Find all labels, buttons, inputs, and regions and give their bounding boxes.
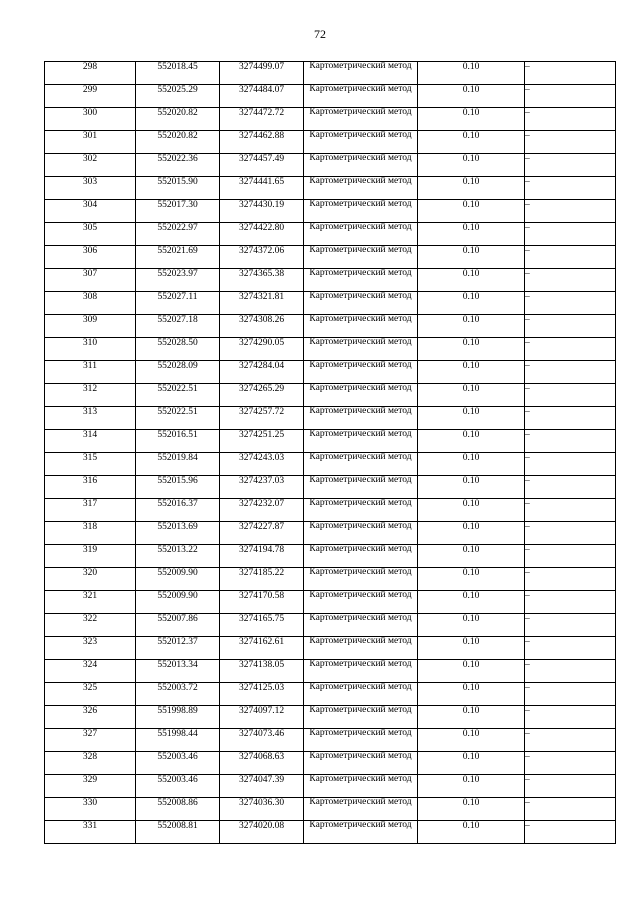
- description-cell: –: [525, 338, 616, 361]
- point-number-cell: 321: [45, 591, 136, 614]
- precision-cell: 0.10: [418, 361, 525, 384]
- precision-cell: 0.10: [418, 706, 525, 729]
- precision-cell: 0.10: [418, 62, 525, 85]
- method-cell: Картометрический метод: [304, 246, 418, 269]
- x-coordinate-cell: 552021.69: [136, 246, 220, 269]
- table-row: [45, 315, 616, 338]
- point-number-cell: 320: [45, 568, 136, 591]
- point-number-cell: 302: [45, 154, 136, 177]
- y-coordinate-cell: 3274068.63: [220, 752, 304, 775]
- table-row: [45, 568, 616, 591]
- x-coordinate-cell: 552022.36: [136, 154, 220, 177]
- precision-cell: 0.10: [418, 637, 525, 660]
- table-row: [45, 131, 616, 154]
- precision-cell: 0.10: [418, 821, 525, 844]
- x-coordinate-cell: 551998.89: [136, 706, 220, 729]
- precision-cell: 0.10: [418, 729, 525, 752]
- description-cell: –: [525, 200, 616, 223]
- x-coordinate-cell: 552015.96: [136, 476, 220, 499]
- x-coordinate-cell: 552027.18: [136, 315, 220, 338]
- precision-cell: 0.10: [418, 614, 525, 637]
- table-row: [45, 85, 616, 108]
- table-row: [45, 246, 616, 269]
- table-row: [45, 798, 616, 821]
- description-cell: –: [525, 476, 616, 499]
- method-cell: Картометрический метод: [304, 453, 418, 476]
- table-row: [45, 775, 616, 798]
- table-row: [45, 361, 616, 384]
- point-number-cell: 303: [45, 177, 136, 200]
- description-cell: –: [525, 223, 616, 246]
- method-cell: Картометрический метод: [304, 821, 418, 844]
- description-cell: –: [525, 315, 616, 338]
- y-coordinate-cell: 3274290.05: [220, 338, 304, 361]
- x-coordinate-cell: 552008.86: [136, 798, 220, 821]
- description-cell: –: [525, 131, 616, 154]
- method-cell: Картометрический метод: [304, 200, 418, 223]
- y-coordinate-cell: 3274227.87: [220, 522, 304, 545]
- description-cell: –: [525, 361, 616, 384]
- y-coordinate-cell: 3274047.39: [220, 775, 304, 798]
- description-cell: –: [525, 154, 616, 177]
- precision-cell: 0.10: [418, 591, 525, 614]
- x-coordinate-cell: 552020.82: [136, 131, 220, 154]
- precision-cell: 0.10: [418, 798, 525, 821]
- y-coordinate-cell: 3274484.07: [220, 85, 304, 108]
- x-coordinate-cell: 552013.34: [136, 660, 220, 683]
- description-cell: –: [525, 660, 616, 683]
- point-number-cell: 298: [45, 62, 136, 85]
- point-number-cell: 328: [45, 752, 136, 775]
- y-coordinate-cell: 3274125.03: [220, 683, 304, 706]
- x-coordinate-cell: 552017.30: [136, 200, 220, 223]
- method-cell: Картометрический метод: [304, 568, 418, 591]
- table-row: [45, 269, 616, 292]
- precision-cell: 0.10: [418, 85, 525, 108]
- y-coordinate-cell: 3274138.05: [220, 660, 304, 683]
- method-cell: Картометрический метод: [304, 798, 418, 821]
- method-cell: Картометрический метод: [304, 361, 418, 384]
- description-cell: –: [525, 775, 616, 798]
- description-cell: –: [525, 269, 616, 292]
- precision-cell: 0.10: [418, 568, 525, 591]
- method-cell: Картометрический метод: [304, 775, 418, 798]
- description-cell: –: [525, 545, 616, 568]
- table-row: [45, 430, 616, 453]
- table-row: [45, 223, 616, 246]
- point-number-cell: 307: [45, 269, 136, 292]
- description-cell: –: [525, 568, 616, 591]
- description-cell: –: [525, 522, 616, 545]
- x-coordinate-cell: 552022.51: [136, 384, 220, 407]
- page-number: 72: [314, 27, 326, 41]
- precision-cell: 0.10: [418, 752, 525, 775]
- point-number-cell: 325: [45, 683, 136, 706]
- y-coordinate-cell: 3274284.04: [220, 361, 304, 384]
- point-number-cell: 299: [45, 85, 136, 108]
- description-cell: –: [525, 292, 616, 315]
- description-cell: –: [525, 62, 616, 85]
- description-cell: –: [525, 407, 616, 430]
- table-row: [45, 62, 616, 85]
- x-coordinate-cell: 552016.51: [136, 430, 220, 453]
- x-coordinate-cell: 552025.29: [136, 85, 220, 108]
- point-number-cell: 322: [45, 614, 136, 637]
- table-row: [45, 338, 616, 361]
- table-row: [45, 591, 616, 614]
- point-number-cell: 308: [45, 292, 136, 315]
- method-cell: Картометрический метод: [304, 131, 418, 154]
- x-coordinate-cell: 552020.82: [136, 108, 220, 131]
- method-cell: Картометрический метод: [304, 177, 418, 200]
- x-coordinate-cell: 552003.46: [136, 752, 220, 775]
- y-coordinate-cell: 3274499.07: [220, 62, 304, 85]
- description-cell: –: [525, 706, 616, 729]
- method-cell: Картометрический метод: [304, 752, 418, 775]
- x-coordinate-cell: 552009.90: [136, 568, 220, 591]
- point-number-cell: 326: [45, 706, 136, 729]
- point-number-cell: 304: [45, 200, 136, 223]
- y-coordinate-cell: 3274462.88: [220, 131, 304, 154]
- table-row: [45, 177, 616, 200]
- precision-cell: 0.10: [418, 407, 525, 430]
- y-coordinate-cell: 3274430.19: [220, 200, 304, 223]
- method-cell: Картометрический метод: [304, 108, 418, 131]
- method-cell: Картометрический метод: [304, 338, 418, 361]
- x-coordinate-cell: 552016.37: [136, 499, 220, 522]
- precision-cell: 0.10: [418, 292, 525, 315]
- table-row: [45, 453, 616, 476]
- description-cell: –: [525, 683, 616, 706]
- point-number-cell: 315: [45, 453, 136, 476]
- x-coordinate-cell: 552023.97: [136, 269, 220, 292]
- precision-cell: 0.10: [418, 200, 525, 223]
- method-cell: Картометрический метод: [304, 637, 418, 660]
- point-number-cell: 324: [45, 660, 136, 683]
- y-coordinate-cell: 3274185.22: [220, 568, 304, 591]
- table-row: [45, 522, 616, 545]
- y-coordinate-cell: 3274162.61: [220, 637, 304, 660]
- point-number-cell: 310: [45, 338, 136, 361]
- point-number-cell: 330: [45, 798, 136, 821]
- description-cell: –: [525, 499, 616, 522]
- description-cell: –: [525, 798, 616, 821]
- method-cell: Картометрический метод: [304, 591, 418, 614]
- method-cell: Картометрический метод: [304, 476, 418, 499]
- precision-cell: 0.10: [418, 108, 525, 131]
- table-row: [45, 200, 616, 223]
- precision-cell: 0.10: [418, 315, 525, 338]
- method-cell: Картометрический метод: [304, 154, 418, 177]
- method-cell: Картометрический метод: [304, 85, 418, 108]
- point-number-cell: 329: [45, 775, 136, 798]
- point-number-cell: 318: [45, 522, 136, 545]
- point-number-cell: 323: [45, 637, 136, 660]
- x-coordinate-cell: 552022.51: [136, 407, 220, 430]
- precision-cell: 0.10: [418, 660, 525, 683]
- y-coordinate-cell: 3274472.72: [220, 108, 304, 131]
- point-number-cell: 306: [45, 246, 136, 269]
- description-cell: –: [525, 430, 616, 453]
- y-coordinate-cell: 3274251.25: [220, 430, 304, 453]
- x-coordinate-cell: 552003.72: [136, 683, 220, 706]
- x-coordinate-cell: 552028.50: [136, 338, 220, 361]
- description-cell: –: [525, 637, 616, 660]
- method-cell: Картометрический метод: [304, 292, 418, 315]
- table-row: [45, 683, 616, 706]
- table-row: [45, 292, 616, 315]
- x-coordinate-cell: 552027.11: [136, 292, 220, 315]
- x-coordinate-cell: 552009.90: [136, 591, 220, 614]
- x-coordinate-cell: 552012.37: [136, 637, 220, 660]
- y-coordinate-cell: 3274321.81: [220, 292, 304, 315]
- point-number-cell: 331: [45, 821, 136, 844]
- description-cell: –: [525, 752, 616, 775]
- y-coordinate-cell: 3274020.08: [220, 821, 304, 844]
- y-coordinate-cell: 3274073.46: [220, 729, 304, 752]
- y-coordinate-cell: 3274194.78: [220, 545, 304, 568]
- point-number-cell: 300: [45, 108, 136, 131]
- y-coordinate-cell: 3274372.06: [220, 246, 304, 269]
- description-cell: –: [525, 85, 616, 108]
- method-cell: Картометрический метод: [304, 614, 418, 637]
- table-row: [45, 108, 616, 131]
- y-coordinate-cell: 3274036.30: [220, 798, 304, 821]
- precision-cell: 0.10: [418, 338, 525, 361]
- method-cell: Картометрический метод: [304, 384, 418, 407]
- x-coordinate-cell: 552018.45: [136, 62, 220, 85]
- table-row: [45, 614, 616, 637]
- method-cell: Картометрический метод: [304, 706, 418, 729]
- precision-cell: 0.10: [418, 246, 525, 269]
- y-coordinate-cell: 3274232.07: [220, 499, 304, 522]
- precision-cell: 0.10: [418, 775, 525, 798]
- table-body: [45, 62, 616, 844]
- x-coordinate-cell: 552013.69: [136, 522, 220, 545]
- method-cell: Картометрический метод: [304, 729, 418, 752]
- point-number-cell: 301: [45, 131, 136, 154]
- table-row: [45, 154, 616, 177]
- point-number-cell: 314: [45, 430, 136, 453]
- y-coordinate-cell: 3274265.29: [220, 384, 304, 407]
- point-number-cell: 317: [45, 499, 136, 522]
- point-number-cell: 316: [45, 476, 136, 499]
- y-coordinate-cell: 3274243.03: [220, 453, 304, 476]
- table-row: [45, 407, 616, 430]
- precision-cell: 0.10: [418, 522, 525, 545]
- x-coordinate-cell: 552007.86: [136, 614, 220, 637]
- precision-cell: 0.10: [418, 131, 525, 154]
- description-cell: –: [525, 177, 616, 200]
- y-coordinate-cell: 3274441.65: [220, 177, 304, 200]
- method-cell: Картометрический метод: [304, 62, 418, 85]
- description-cell: –: [525, 821, 616, 844]
- x-coordinate-cell: 552015.90: [136, 177, 220, 200]
- precision-cell: 0.10: [418, 177, 525, 200]
- table-row: [45, 637, 616, 660]
- y-coordinate-cell: 3274237.03: [220, 476, 304, 499]
- x-coordinate-cell: 552013.22: [136, 545, 220, 568]
- y-coordinate-cell: 3274457.49: [220, 154, 304, 177]
- precision-cell: 0.10: [418, 453, 525, 476]
- y-coordinate-cell: 3274097.12: [220, 706, 304, 729]
- table-row: [45, 660, 616, 683]
- description-cell: –: [525, 453, 616, 476]
- description-cell: –: [525, 614, 616, 637]
- description-cell: –: [525, 108, 616, 131]
- point-number-cell: 319: [45, 545, 136, 568]
- precision-cell: 0.10: [418, 430, 525, 453]
- y-coordinate-cell: 3274257.72: [220, 407, 304, 430]
- method-cell: Картометрический метод: [304, 407, 418, 430]
- x-coordinate-cell: 552008.81: [136, 821, 220, 844]
- method-cell: Картометрический метод: [304, 545, 418, 568]
- method-cell: Картометрический метод: [304, 430, 418, 453]
- y-coordinate-cell: 3274422.80: [220, 223, 304, 246]
- x-coordinate-cell: 551998.44: [136, 729, 220, 752]
- description-cell: –: [525, 246, 616, 269]
- precision-cell: 0.10: [418, 269, 525, 292]
- table-row: [45, 752, 616, 775]
- method-cell: Картометрический метод: [304, 315, 418, 338]
- coordinates-table: [44, 61, 616, 844]
- precision-cell: 0.10: [418, 476, 525, 499]
- y-coordinate-cell: 3274165.75: [220, 614, 304, 637]
- point-number-cell: 309: [45, 315, 136, 338]
- method-cell: Картометрический метод: [304, 499, 418, 522]
- precision-cell: 0.10: [418, 545, 525, 568]
- table-row: [45, 729, 616, 752]
- y-coordinate-cell: 3274308.26: [220, 315, 304, 338]
- table-row: [45, 821, 616, 844]
- table-row: [45, 384, 616, 407]
- method-cell: Картометрический метод: [304, 223, 418, 246]
- method-cell: Картометрический метод: [304, 683, 418, 706]
- table-row: [45, 476, 616, 499]
- precision-cell: 0.10: [418, 384, 525, 407]
- x-coordinate-cell: 552028.09: [136, 361, 220, 384]
- precision-cell: 0.10: [418, 683, 525, 706]
- method-cell: Картометрический метод: [304, 269, 418, 292]
- y-coordinate-cell: 3274365.38: [220, 269, 304, 292]
- table-row: [45, 499, 616, 522]
- point-number-cell: 313: [45, 407, 136, 430]
- precision-cell: 0.10: [418, 154, 525, 177]
- point-number-cell: 305: [45, 223, 136, 246]
- table-row: [45, 545, 616, 568]
- description-cell: –: [525, 729, 616, 752]
- precision-cell: 0.10: [418, 223, 525, 246]
- method-cell: Картометрический метод: [304, 522, 418, 545]
- precision-cell: 0.10: [418, 499, 525, 522]
- table-row: [45, 706, 616, 729]
- point-number-cell: 312: [45, 384, 136, 407]
- x-coordinate-cell: 552022.97: [136, 223, 220, 246]
- y-coordinate-cell: 3274170.58: [220, 591, 304, 614]
- method-cell: Картометрический метод: [304, 660, 418, 683]
- point-number-cell: 311: [45, 361, 136, 384]
- description-cell: –: [525, 591, 616, 614]
- x-coordinate-cell: 552019.84: [136, 453, 220, 476]
- description-cell: –: [525, 384, 616, 407]
- point-number-cell: 327: [45, 729, 136, 752]
- x-coordinate-cell: 552003.46: [136, 775, 220, 798]
